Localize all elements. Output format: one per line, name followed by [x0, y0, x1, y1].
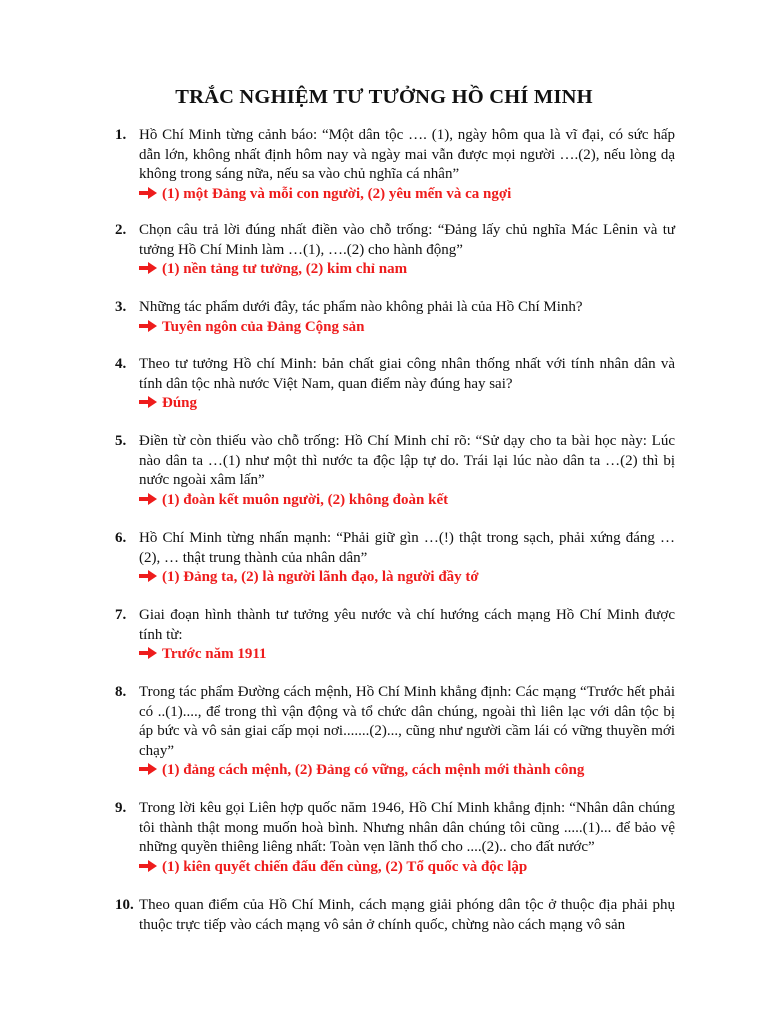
- question-7: [115, 606, 675, 665]
- answer-text: Trước năm 1911: [162, 646, 267, 662]
- arrow-right-icon: [139, 860, 157, 872]
- answer-line: [139, 394, 675, 414]
- question-number: 1.: [115, 127, 127, 143]
- question-8: [115, 683, 675, 781]
- question-text: Theo quan điểm của Hồ Chí Minh, cách mạng giải phóng dân tộc ở thuộc địa phải phụ thuộc trực tiếp vào cách mạng vô sản ở chính quốc, chừng nào cách mạng vô sản: [139, 897, 675, 933]
- arrow-right-icon: [139, 320, 157, 332]
- question-number: 9.: [115, 800, 127, 816]
- question-number: 6.: [115, 530, 127, 546]
- answer-line: [139, 645, 675, 665]
- question-5: [115, 432, 675, 510]
- question-number: 8.: [115, 684, 127, 700]
- arrow-right-icon: [139, 493, 157, 505]
- question-text: Chọn câu trả lời đúng nhất điền vào chỗ trống: “Đảng lấy chủ nghĩa Mác Lênin và tư tưởng Hồ Chí Minh làm …(1), ….(2) cho hành động”: [139, 222, 675, 258]
- question-text: Điền từ còn thiếu vào chỗ trống: Hồ Chí Minh chỉ rõ: “Sử dạy cho ta bài học này: Lúc nào dân ta …(1) như một thì nước ta độc lập tự do. Trái lại lúc nào dân ta …(2) thì bị nước ngoài xâm lấn”: [139, 433, 675, 488]
- answer-text: (1) nền tảng tư tưởng, (2) kim chỉ nam: [162, 261, 408, 277]
- answer-line: [139, 491, 675, 511]
- question-text: Hồ Chí Minh từng cảnh báo: “Một dân tộc …. (1), ngày hôm qua là vĩ đại, có sức hấp dẫn lớn, không nhất định hôm nay và ngày mai vẫn được mọi người ….(2), nếu lòng dạ không trong sáng nữa, nếu sa vào chủ nghĩa cá nhân”: [139, 127, 675, 182]
- arrow-right-icon: [139, 262, 157, 274]
- answer-text: Tuyên ngôn của Đảng Cộng sản: [162, 318, 365, 335]
- arrow-right-icon: [139, 647, 157, 659]
- answer-text: (1) một Đảng và mỗi con người, (2) yêu mến và ca ngợi: [162, 185, 512, 202]
- question-text: Hồ Chí Minh từng nhấn mạnh: “Phải giữ gìn …(!) thật trong sạch, phải xứng đáng … (2), … thật trung thành của nhân dân”: [139, 530, 675, 566]
- answer-line: [139, 568, 675, 588]
- answer-line: [139, 318, 675, 338]
- arrow-right-icon: [139, 187, 157, 199]
- question-6: [115, 529, 675, 588]
- answer-line: [139, 858, 675, 878]
- question-4: [115, 355, 675, 414]
- question-number: 10.: [115, 897, 134, 913]
- question-number: 4.: [115, 356, 127, 372]
- answer-text: (1) kiên quyết chiến đấu đến cùng, (2) Tổ quốc và độc lập: [162, 858, 528, 875]
- question-text: Trong tác phẩm Đường cách mệnh, Hồ Chí Minh khẳng định: Các mạng “Trước hết phải có ..(1)...., để trong thì vận động và tổ chức dân chúng, ngoài thì liên lạc với dân tộc bị áp bức và vô sản giai cấp mọi nơi.......(2)..., cũng như người cầm lái có vững thuyền mới chạy”: [139, 684, 675, 759]
- question-text: Giai đoạn hình thành tư tưởng yêu nước và chí hướng cách mạng Hồ Chí Minh được tính từ:: [139, 607, 675, 643]
- answer-line: [139, 761, 675, 781]
- question-10: [115, 896, 675, 935]
- question-2: [115, 221, 675, 280]
- question-1: [115, 126, 675, 204]
- answer-text: (1) Đảng ta, (2) là người lãnh đạo, là người đầy tớ: [162, 569, 479, 585]
- answer-text: (1) đảng cách mệnh, (2) Đảng có vững, cách mệnh mới thành công: [162, 762, 585, 778]
- page-title: TRẮC NGHIỆM TƯ TƯỞNG HỒ CHÍ MINH: [175, 86, 593, 108]
- arrow-right-icon: [139, 763, 157, 775]
- arrow-right-icon: [139, 396, 157, 408]
- question-number: 2.: [115, 222, 127, 238]
- question-3: [115, 298, 675, 337]
- question-text: Trong lời kêu gọi Liên hợp quốc năm 1946, Hồ Chí Minh khẳng định: “Nhân dân chúng tôi thành thật mong muốn hoà bình. Nhưng nhân dân chúng tôi cũng .....(1)... để bảo vệ những quyền thiêng liêng nhất: Toàn vẹn lãnh thổ cho ....(2).. cho đất nước”: [139, 800, 675, 855]
- question-text: Những tác phẩm dưới đây, tác phẩm nào không phải là của Hồ Chí Minh?: [139, 299, 583, 315]
- question-text: Theo tư tưởng Hồ chí Minh: bản chất giai công nhân thống nhất với tính nhân dân và tính dân tộc nhà nước Việt Nam, quan điểm này đúng hay sai?: [139, 356, 675, 392]
- answer-line: [139, 260, 675, 280]
- answer-text: Đúng: [162, 395, 198, 411]
- question-number: 7.: [115, 607, 127, 623]
- question-number: 5.: [115, 433, 127, 449]
- question-9: [115, 799, 675, 877]
- arrow-right-icon: [139, 570, 157, 582]
- question-number: 3.: [115, 299, 127, 315]
- answer-text: (1) đoàn kết muôn người, (2) không đoàn kết: [162, 491, 449, 508]
- answer-line: [139, 185, 675, 205]
